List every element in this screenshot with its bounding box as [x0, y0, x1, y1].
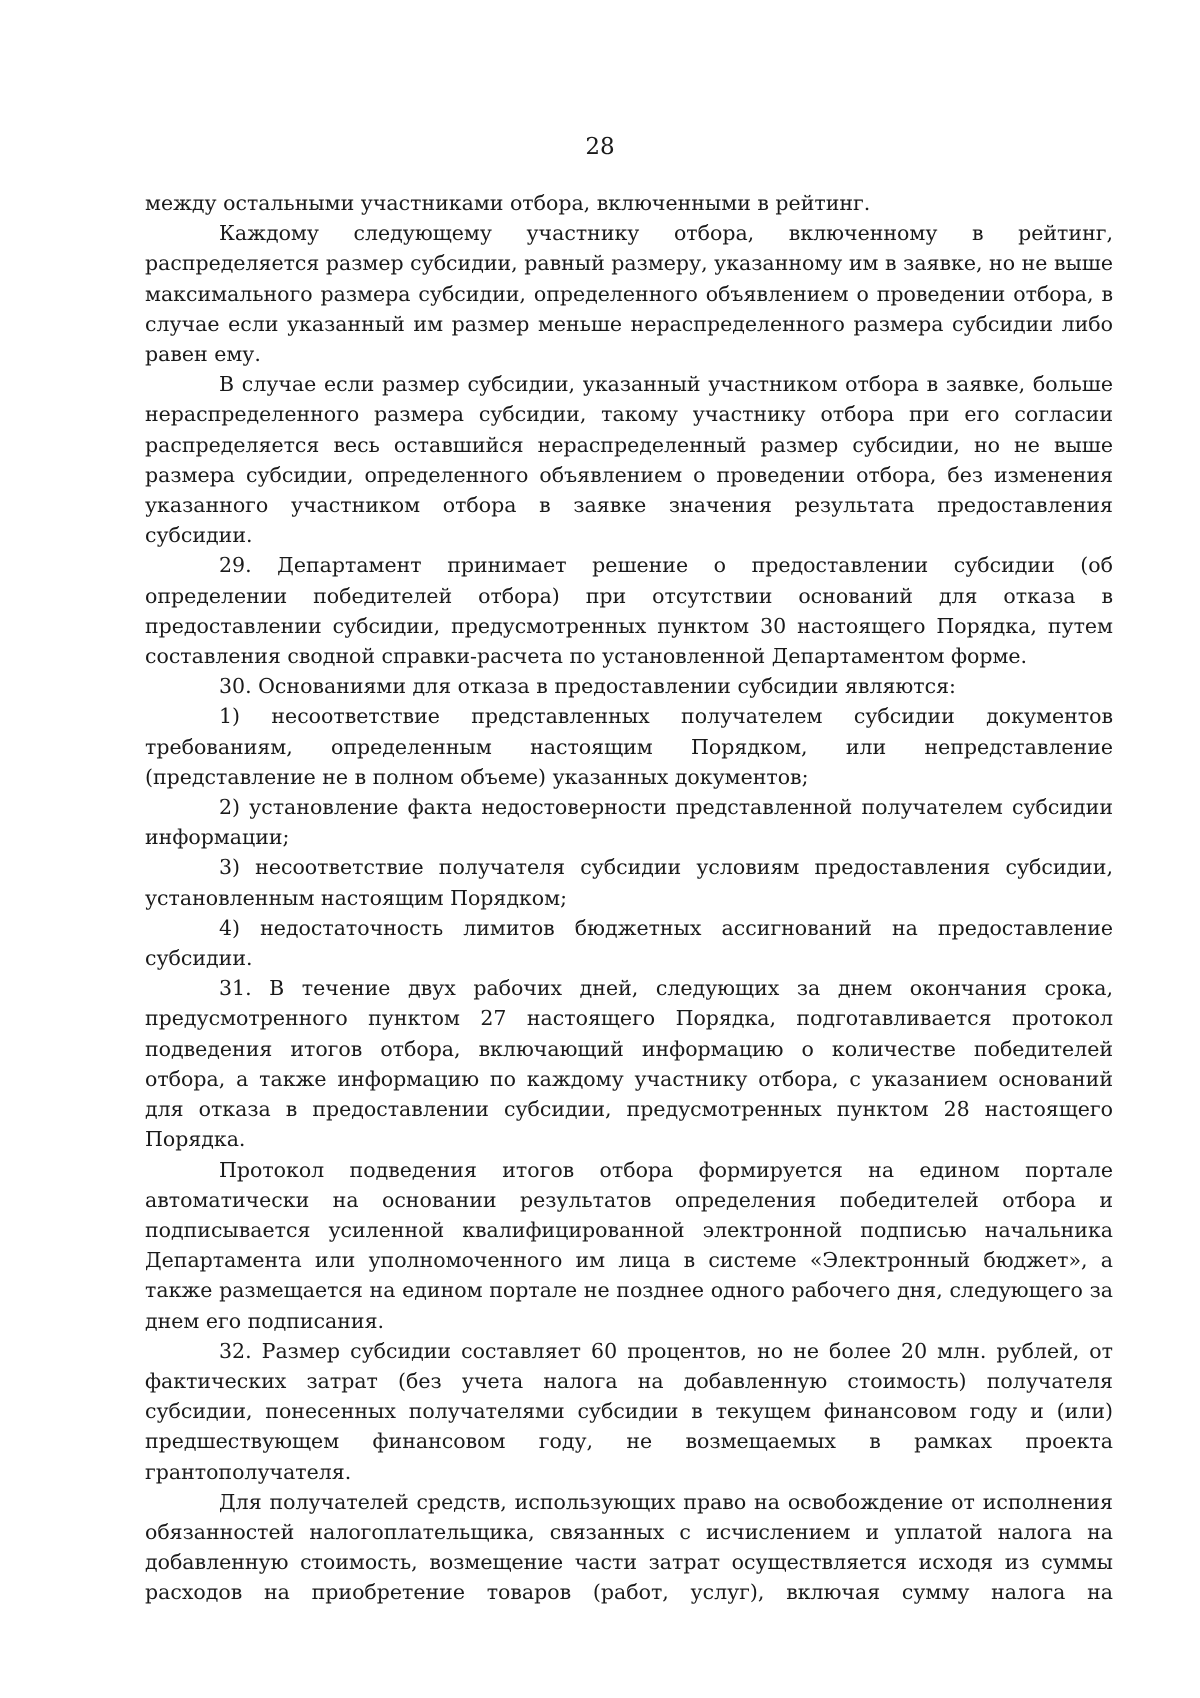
paragraph: В случае если размер субсидии, указанный участником отбора в заявке, больше нераспределенного размера субсидии, такому участнику отбора при его согласии распределяется весь оставшийся нераспределенный размер субсидии, но не выше размера субсидии, определенного объявлением о проведении отбора, без изменения указанного участником отбора в заявке значения результата предоставления субсидии. [145, 372, 1113, 548]
paragraph: 30. Основаниями для отказа в предоставлении субсидии являются: [219, 674, 956, 699]
list-item: 1) несоответствие представленных получателем субсидии документов требованиям, определенным настоящим Порядком, или непредставление (представление не в полном объеме) указанных документов; [145, 704, 1113, 789]
paragraph: Протокол подведения итогов отбора формируется на едином портале автоматически на основании результатов определения победителей отбора и подписывается усиленной квалифицированной электронной подписью начальника Департамента или уполномоченного им лица в системе «Электронный бюджет», а также размещается на едином портале не позднее одного рабочего дня, следующего за днем его подписания. [145, 1157, 1113, 1333]
paragraph: Для получателей средств, использующих право на освобождение от исполнения обязанностей налогоплательщика, связанных с исчислением и уплатой налога на добавленную стоимость, возмещение части затрат осуществляется исходя из суммы расходов на приобретение товаров (работ, услуг), включая сумму налога на [145, 1489, 1113, 1605]
page-number: 28 [585, 134, 615, 160]
paragraph: между остальными участниками отбора, включенными в рейтинг. [145, 191, 871, 215]
list-item: 2) установление факта недостоверности представленной получателем субсидии информации; [145, 795, 1113, 850]
list-item: 4) недостаточность лимитов бюджетных ассигнований на предоставление субсидии. [145, 915, 1113, 971]
list-item: 3) несоответствие получателя субсидии условиям предоставления субсидии, установленным настоящим Порядком; [145, 855, 1113, 910]
paragraph: 29. Департамент принимает решение о предоставлении субсидии (об определении победителей отбора) при отсутствии оснований для отказа в предоставлении субсидии, предусмотренных пунктом 30 настоящего Порядка, путем составления сводной справки-расчета по установленной Департаментом форме. [145, 553, 1113, 669]
paragraph: 32. Размер субсидии составляет 60 процентов, но не более 20 млн. рублей, от фактических затрат (без учета налога на добавленную стоимость) получателя субсидии, понесенных получателями субсидии в текущем финансовом году и (или) предшествующем финансовом году, не возмещаемых в рамках проекта грантополучателя. [145, 1338, 1113, 1484]
paragraph: Каждому следующему участнику отбора, включенному в рейтинг, распределяется размер субсидии, равный размеру, указанному им в заявке, но не выше максимального размера субсидии, определенного объявлением о проведении отбора, в случае если указанный им размер меньше нераспределенного размера субсидии либо равен ему. [145, 221, 1113, 367]
paragraph: 31. В течение двух рабочих дней, следующих за днем окончания срока, предусмотренного пунктом 27 настоящего Порядка, подготавливается протокол подведения итогов отбора, включающий информацию о количестве победителей отбора, а также информацию по каждому участнику отбора, с указанием оснований для отказа в предоставлении субсидии, предусмотренных пунктом 28 настоящего Порядка. [145, 976, 1113, 1152]
document-body [145, 188, 1113, 1608]
